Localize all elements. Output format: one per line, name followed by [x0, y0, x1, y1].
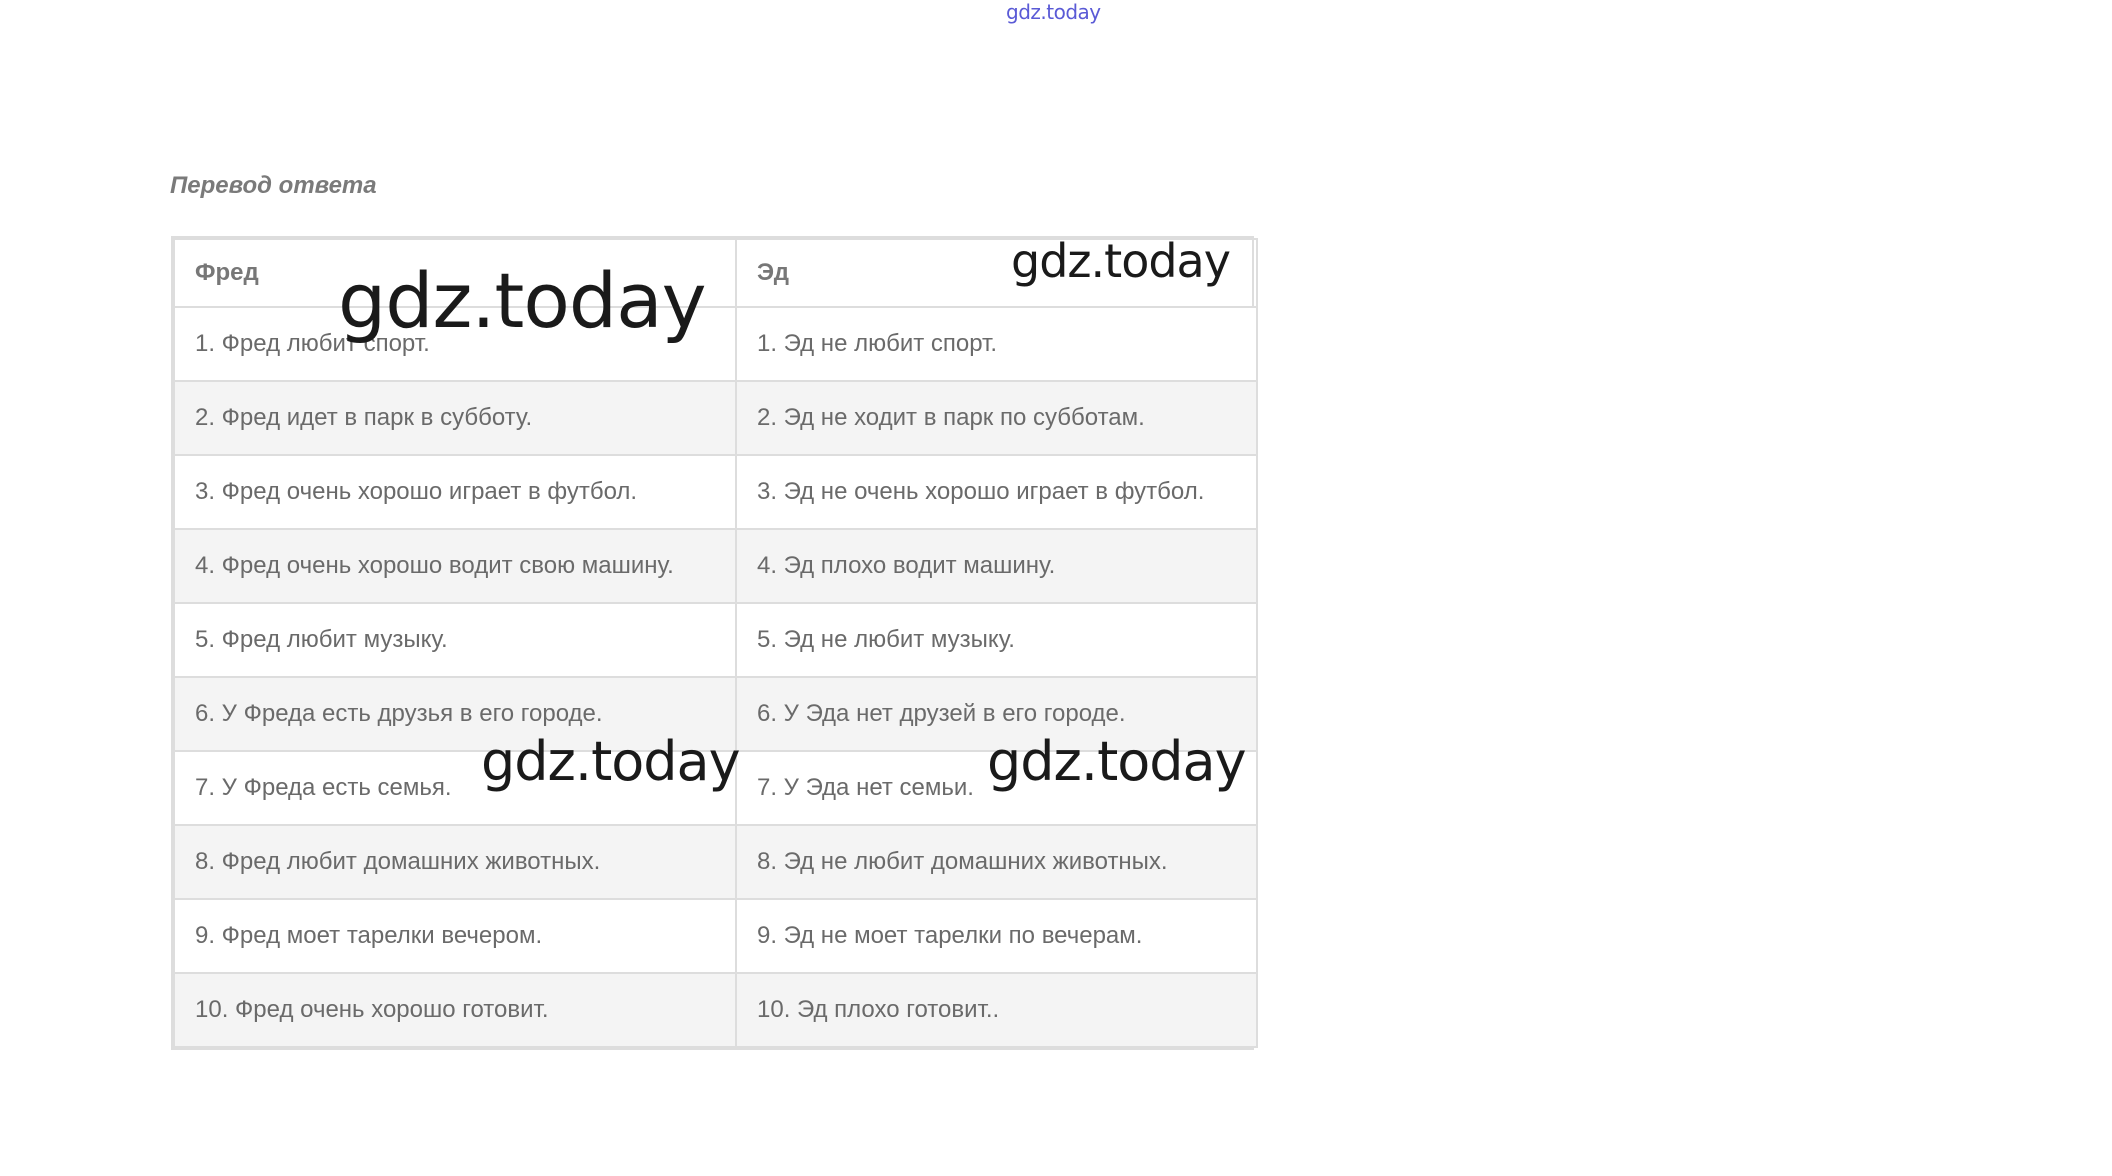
cell-fred: 8. Фред любит домашних животных. — [174, 825, 736, 899]
cell-fred: 6. У Фреда есть друзья в его городе. — [174, 677, 736, 751]
cell-fred: 5. Фред любит музыку. — [174, 603, 736, 677]
watermark: gdz.today — [481, 730, 740, 793]
cell-ed: 8. Эд не любит домашних животных. — [736, 825, 1257, 899]
watermark: gdz.today — [338, 256, 706, 345]
table-row — [174, 307, 1257, 381]
cell-ed: 6. У Эда нет друзей в его городе. — [736, 677, 1257, 751]
table-row — [174, 455, 1257, 529]
table-row — [174, 603, 1257, 677]
watermark: gdz.today — [987, 730, 1246, 793]
top-watermark: gdz.today — [1006, 0, 1101, 24]
cell-ed: 5. Эд не любит музыку. — [736, 603, 1257, 677]
translation-table — [171, 236, 1254, 1050]
cell-ed: 10. Эд плохо готовит.. — [736, 973, 1257, 1047]
table-row — [174, 825, 1257, 899]
caption-title: Перевод ответа — [170, 172, 377, 199]
cell-fred: 4. Фред очень хорошо водит свою машину. — [174, 529, 736, 603]
header-ed: Эд — [736, 239, 1257, 307]
cell-fred: 2. Фред идет в парк в субботу. — [174, 381, 736, 455]
table-row — [174, 899, 1257, 973]
cell-ed: 4. Эд плохо водит машину. — [736, 529, 1257, 603]
cell-ed: 7. У Эда нет семьи. — [736, 751, 1257, 825]
table-row — [174, 381, 1257, 455]
cell-ed: 3. Эд не очень хорошо играет в футбол. — [736, 455, 1257, 529]
cell-ed: 1. Эд не любит спорт. — [736, 307, 1257, 381]
cell-fred: 9. Фред моет тарелки вечером. — [174, 899, 736, 973]
table — [173, 238, 1258, 1048]
watermark: gdz.today — [1011, 234, 1230, 288]
cell-fred: 1. Фред любит спорт. — [174, 307, 736, 381]
cell-ed: 9. Эд не моет тарелки по вечерам. — [736, 899, 1257, 973]
table-row — [174, 973, 1257, 1047]
cell-ed: 2. Эд не ходит в парк по субботам. — [736, 381, 1257, 455]
cell-fred: 3. Фред очень хорошо играет в футбол. — [174, 455, 736, 529]
header-fred: Фред — [174, 239, 736, 307]
cell-fred: 7. У Фреда есть семья. — [174, 751, 736, 825]
table-row — [174, 529, 1257, 603]
cell-fred: 10. Фред очень хорошо готовит. — [174, 973, 736, 1047]
